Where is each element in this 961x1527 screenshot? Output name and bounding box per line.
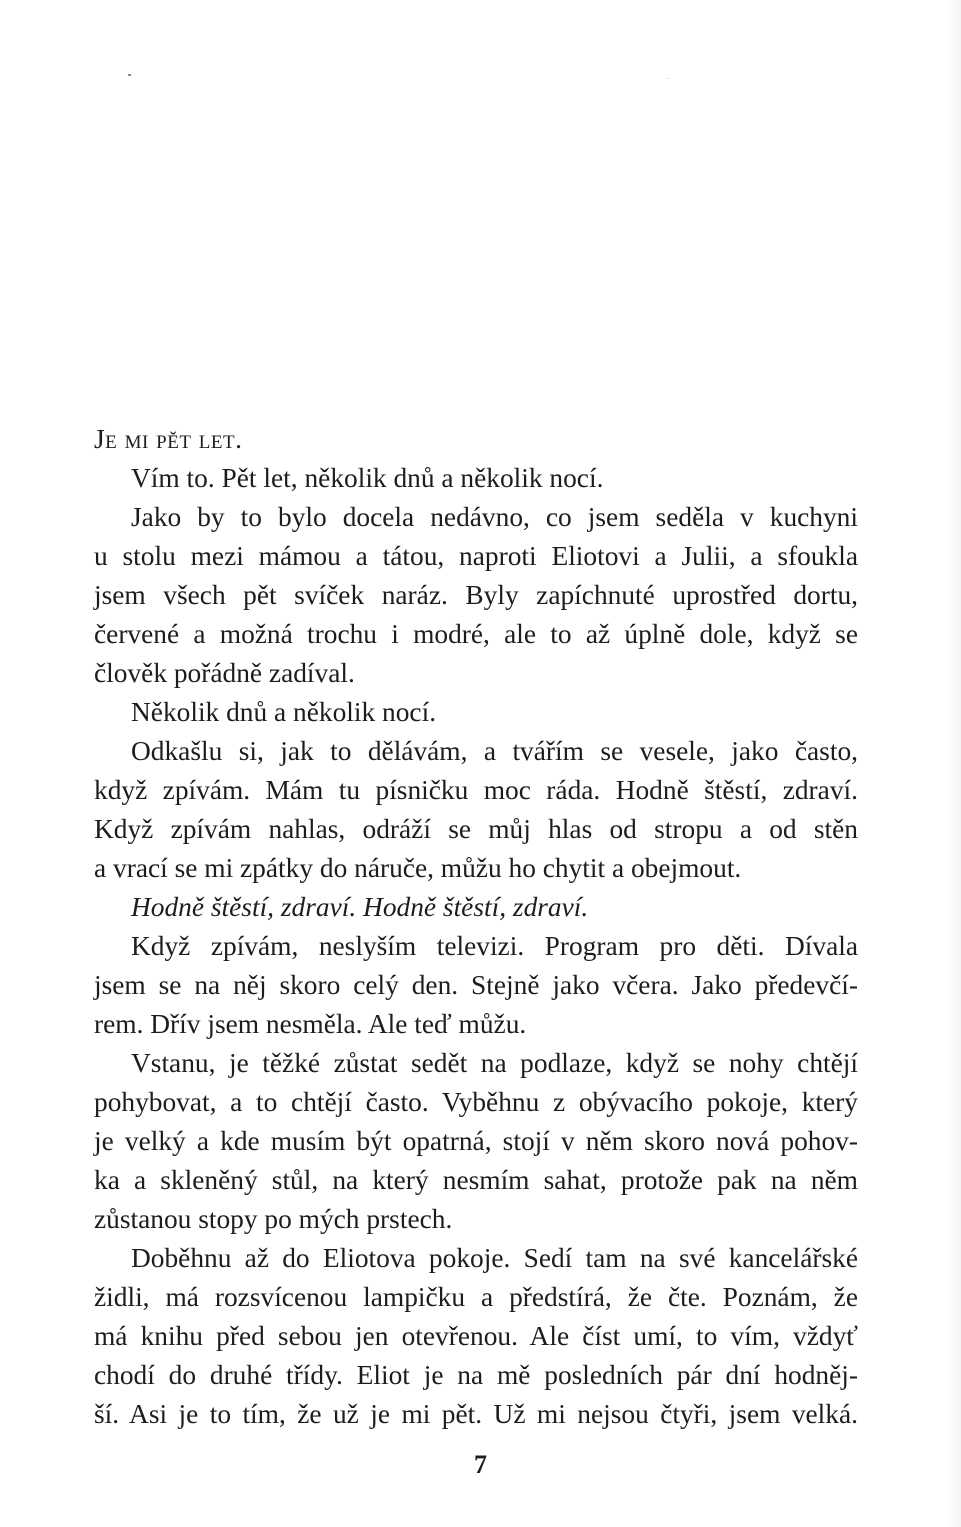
- text-line: má knihu před sebou jen otevřenou. Ale číst umí, to vím, vždyť: [94, 1321, 858, 1351]
- chapter-opening-line: Je mi pět let.: [94, 424, 243, 454]
- text-line: když zpívám. Mám tu písničku moc ráda. Hodně štěstí, zdraví.: [94, 775, 858, 805]
- text-line: u stolu mezi mámou a tátou, naproti Eliotovi a Julii, a sfoukla: [94, 541, 858, 571]
- text-line: člověk pořádně zadíval.: [94, 658, 355, 688]
- text-line: Doběhnu až do Eliotova pokoje. Sedí tam na své kancelářské: [131, 1243, 858, 1273]
- text-line: ka a skleněný stůl, na který nesmím sahat, protože pak na něm: [94, 1165, 858, 1195]
- italic-text-line: Hodně štěstí, zdraví. Hodně štěstí, zdraví.: [131, 892, 589, 922]
- chapter-text: [94, 420, 858, 1434]
- text-line: židli, má rozsvícenou lampičku a předstírá, že čte. Poznám, že: [94, 1282, 858, 1312]
- text-line: jsem se na něj skoro celý den. Stejně jako včera. Jako předevčí-: [94, 970, 858, 1000]
- text-line: Vstanu, je těžké zůstat sedět na podlaze, když se nohy chtějí: [131, 1048, 858, 1078]
- text-line: červené a možná trochu i modré, ale to až úplně dole, když se: [94, 619, 858, 649]
- text-line: rem. Dřív jsem nesměla. Ale teď můžu.: [94, 1009, 527, 1039]
- page-number: 7: [474, 1450, 487, 1479]
- scan-speck: [128, 74, 131, 76]
- text-line: Několik dnů a několik nocí.: [131, 697, 437, 727]
- page-edge-shadow: [947, 0, 961, 1527]
- text-line: Když zpívám, neslyším televizi. Program pro děti. Dívala: [131, 931, 858, 961]
- text-line: pohybovat, a to chtějí často. Vyběhnu z obývacího pokoje, který: [94, 1087, 858, 1117]
- text-line: ší. Asi je to tím, že už je mi pět. Už mi nejsou čtyři, jsem velká.: [94, 1399, 858, 1429]
- text-line: zůstanou stopy po mých prstech.: [94, 1204, 453, 1234]
- text-line: Když zpívám nahlas, odráží se můj hlas od stropu a od stěn: [94, 814, 858, 844]
- text-line: a vrací se mi zpátky do náruče, můžu ho chytit a obejmout.: [94, 853, 742, 883]
- text-line: Vím to. Pět let, několik dnů a několik nocí.: [131, 463, 604, 493]
- text-line: je velký a kde musím být opatrná, stojí v něm skoro nová pohov-: [94, 1126, 858, 1156]
- text-line: Odkašlu si, jak to dělávám, a tvářím se vesele, jako často,: [131, 736, 858, 766]
- scan-speck: [668, 78, 669, 79]
- text-line: jsem všech pět svíček naráz. Byly zapíchnuté uprostřed dortu,: [94, 580, 858, 610]
- text-line: Jako by to bylo docela nedávno, co jsem seděla v kuchyni: [131, 502, 858, 532]
- text-line: chodí do druhé třídy. Eliot je na mě posledních pár dní hodněj-: [94, 1360, 858, 1390]
